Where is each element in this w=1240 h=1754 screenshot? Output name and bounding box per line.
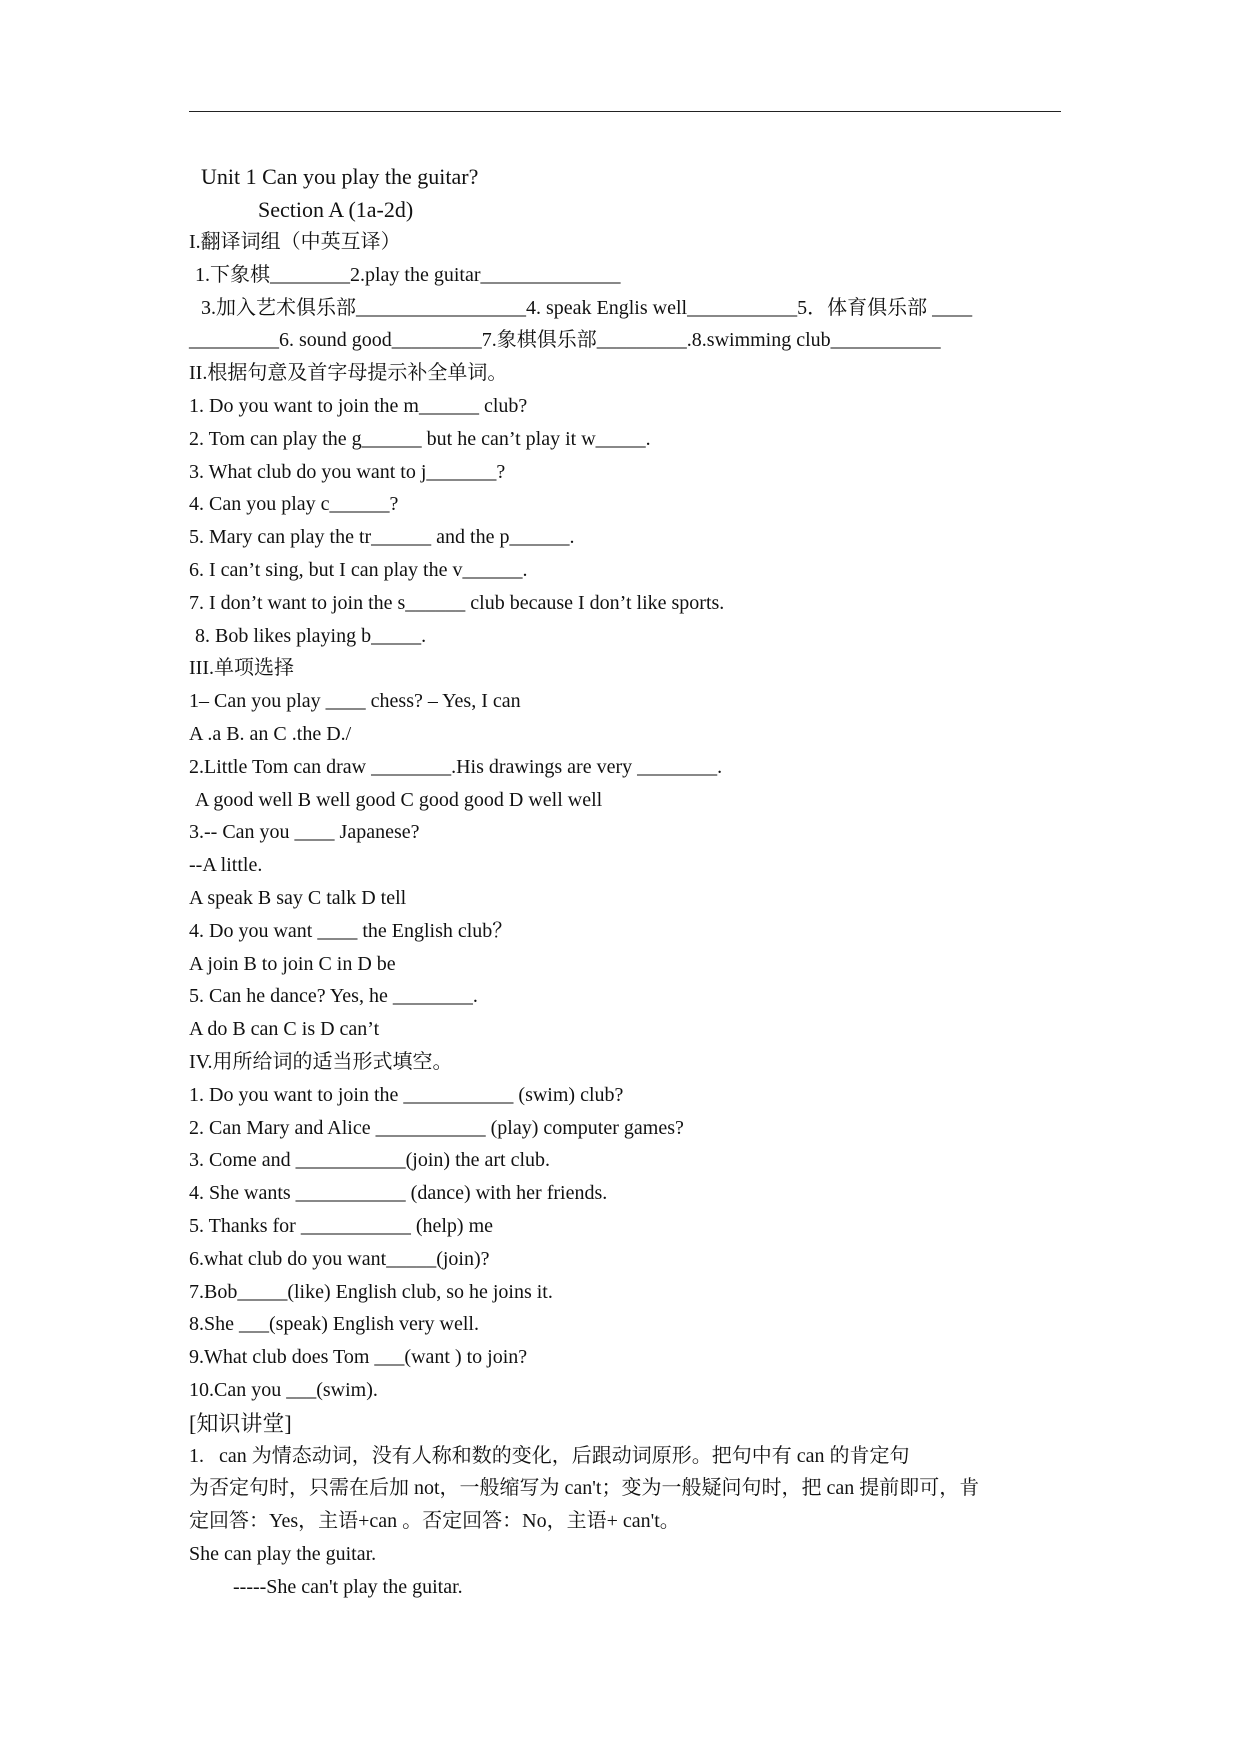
section3-options: A join B to join C in D be [189, 952, 396, 975]
section2-item: 8. Bob likes playing b_____. [195, 624, 427, 647]
section4-item: 6.what club do you want_____(join)? [189, 1247, 490, 1270]
section1-line-2: 3.加入艺术俱乐部_________________4. speak Englis well___________5．体育俱乐部 ____ [201, 296, 973, 319]
worksheet [189, 160, 1061, 1604]
section4-item: 3. Come and ___________(join) the art club. [189, 1149, 551, 1172]
section3-question: 3.-- Can you ____ Japanese? [189, 821, 420, 844]
section1-line-3: _________6. sound good_________7.象棋俱乐部_________.8.swimming club___________ [189, 329, 941, 352]
section4-item: 4. She wants ___________ (dance) with her friends. [189, 1182, 608, 1205]
section4-item: 7.Bob_____(like) English club, so he joins it. [189, 1280, 553, 1303]
section2-item: 7. I don’t want to join the s______ club because I don’t like sports. [189, 591, 725, 614]
section2-item: 2. Tom can play the g______ but he can’t play it w_____. [189, 427, 651, 450]
section3-answer: --A little. [189, 854, 263, 877]
knowledge-text: 为否定句时，只需在后加 not，一般缩写为 can't；变为一般疑问句时，把 can 提前即可，肯 [189, 1477, 980, 1500]
section2-item: 3. What club do you want to j_______? [189, 460, 506, 483]
knowledge-heading: [知识讲堂] [189, 1410, 292, 1436]
unit-title: Unit 1 Can you play the guitar? [201, 164, 479, 189]
section3-question: 4. Do you want ____ the English club？ [189, 919, 513, 942]
knowledge-example: -----She can't play the guitar. [233, 1575, 463, 1598]
section1-heading: I.翻译词组（中英互译） [189, 231, 401, 253]
section4-item: 2. Can Mary and Alice ___________ (play) computer games? [189, 1116, 684, 1139]
section1-line-1: 1.下象棋________2.play the guitar______________ [195, 263, 621, 286]
section4-item: 5. Thanks for ___________ (help) me [189, 1214, 494, 1237]
section2-heading: II.根据句意及首字母提示补全单词。 [189, 362, 508, 385]
section2-item: 6. I can’t sing, but I can play the v______. [189, 558, 528, 581]
section4-item: 8.She ___(speak) English very well. [189, 1313, 479, 1336]
knowledge-example: She can play the guitar. [189, 1543, 377, 1566]
section4-item: 9.What club does Tom ___(want ) to join? [189, 1346, 528, 1369]
section3-options: A speak B say C talk D tell [189, 886, 407, 909]
section2-item: 4. Can you play c______? [189, 493, 399, 516]
section2-item: 5. Mary can play the tr______ and the p______. [189, 526, 575, 549]
section2-item: 1. Do you want to join the m______ club? [189, 394, 528, 417]
knowledge-text: 定回答：Yes，主语+can 。否定回答：No，主语+ can't。 [189, 1510, 680, 1533]
section3-heading: III.单项选择 [189, 657, 294, 680]
section4-item: 10.Can you ___(swim). [189, 1378, 378, 1401]
section4-item: 1. Do you want to join the ___________ (swim) club? [189, 1083, 624, 1106]
section-subtitle: Section A (1a-2d) [258, 197, 414, 222]
section3-question: 2.Little Tom can draw ________.His drawings are very ________. [189, 755, 723, 778]
section3-options: A good well B well good C good good D well well [195, 788, 603, 811]
section3-question: 5. Can he dance? Yes, he ________. [189, 985, 478, 1008]
knowledge-text: 1. can 为情态动词，没有人称和数的变化，后跟动词原形。把句中有 can 的肯定句 [189, 1444, 910, 1467]
section4-heading: IV.用所给词的适当形式填空。 [189, 1050, 453, 1073]
section3-question: 1– Can you play ____ chess? – Yes, I can [189, 690, 521, 713]
section3-options: A do B can C is D can’t [189, 1018, 380, 1041]
section3-options: A .a B. an C .the D./ [189, 722, 352, 745]
header-rule [189, 111, 1061, 112]
